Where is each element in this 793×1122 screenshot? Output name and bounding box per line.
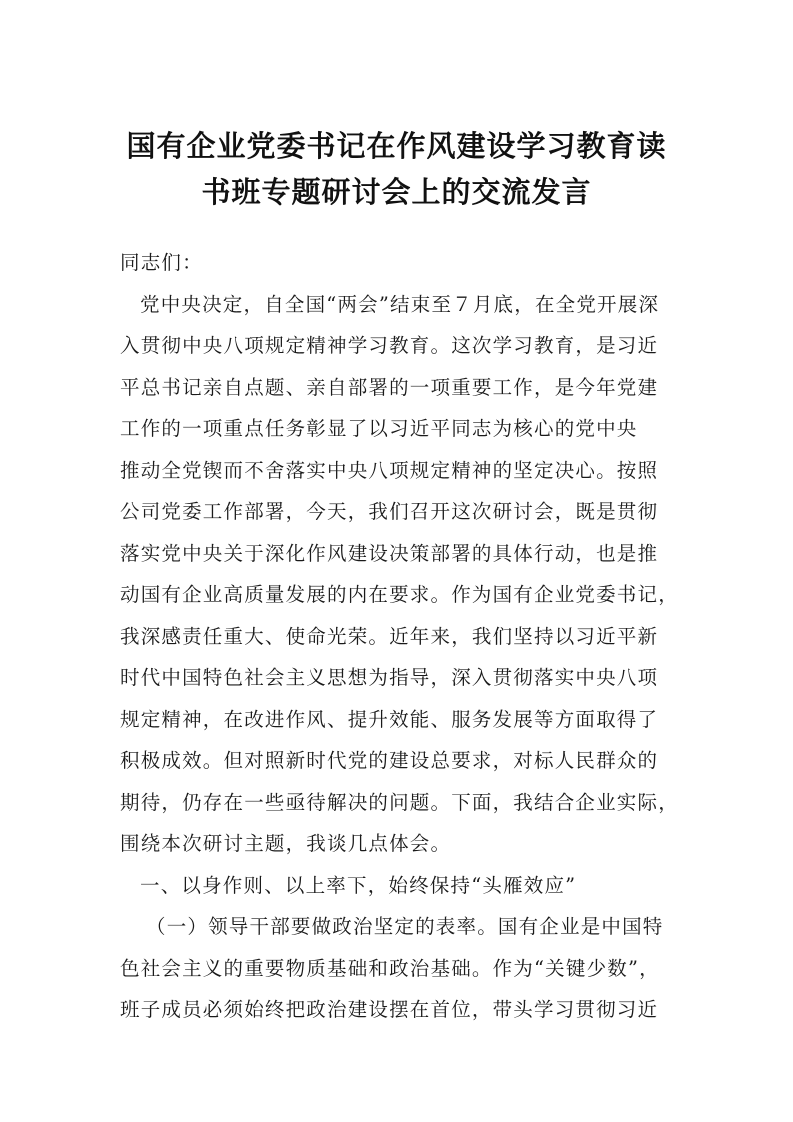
paragraph-line: 班子成员必须始终把政治建设摆在首位，带头学习贯彻习近 [120,998,659,1021]
paragraph-line: 推动全党锲而不舍落实中央八项规定精神的坚定决心。按照 [120,458,659,482]
document-body [120,242,680,1031]
paragraph-line: 工作的一项重点任务彰显了以习近平同志为核心的党中央 [120,417,638,440]
salutation: 同志们： [120,251,203,274]
paragraph-line: 我深感责任重大、使命光荣。近年来，我们坚持以习近平新 [120,624,659,648]
paragraph-line: 期待，仍存在一些亟待解决的问题。下面，我结合企业实际， [120,790,679,814]
subsection-heading: （一）领导干部要做政治坚定的表率。国有企业是中国特 [146,915,664,938]
paragraph-line: 公司党委工作部署，今天，我们召开这次研讨会，既是贯彻 [120,500,659,523]
paragraph-line: 积极成效。但对照新时代党的建设总要求，对标人民群众的 [120,749,659,772]
paragraph-line: 平总书记亲自点题、亲自部署的一项重要工作，是今年党建 [120,375,659,399]
document-title-line-1: 国有企业党委书记在作风建设学习教育读 [126,129,667,163]
paragraph-line: 时代中国特色社会主义思想为指导，深入贯彻落实中央八项 [120,666,659,689]
paragraph-line: 入贯彻中央八项规定精神学习教育。这次学习教育，是习近 [120,334,659,357]
paragraph-line: 规定精神，在改进作风、提升效能、服务发展等方面取得了 [120,707,659,731]
paragraph-line: 色社会主义的重要物质基础和政治基础。作为“关键少数”， [120,956,660,980]
paragraph-line: 动国有企业高质量发展的内在要求。作为国有企业党委书记， [120,583,679,606]
section-heading: 一、以身作则、以上率下，始终保持“头雁效应” [140,873,577,897]
paragraph-line: 落实党中央关于深化作风建设决策部署的具体行动，也是推 [120,541,659,565]
paragraph-line: 围绕本次研讨主题，我谈几点体会。 [120,832,452,855]
paragraph-line: 党中央决定，自全国“两会”结束至７月底，在全党开展深 [140,292,660,316]
document-title-line-2: 书班专题研讨会上的交流发言 [201,175,592,209]
